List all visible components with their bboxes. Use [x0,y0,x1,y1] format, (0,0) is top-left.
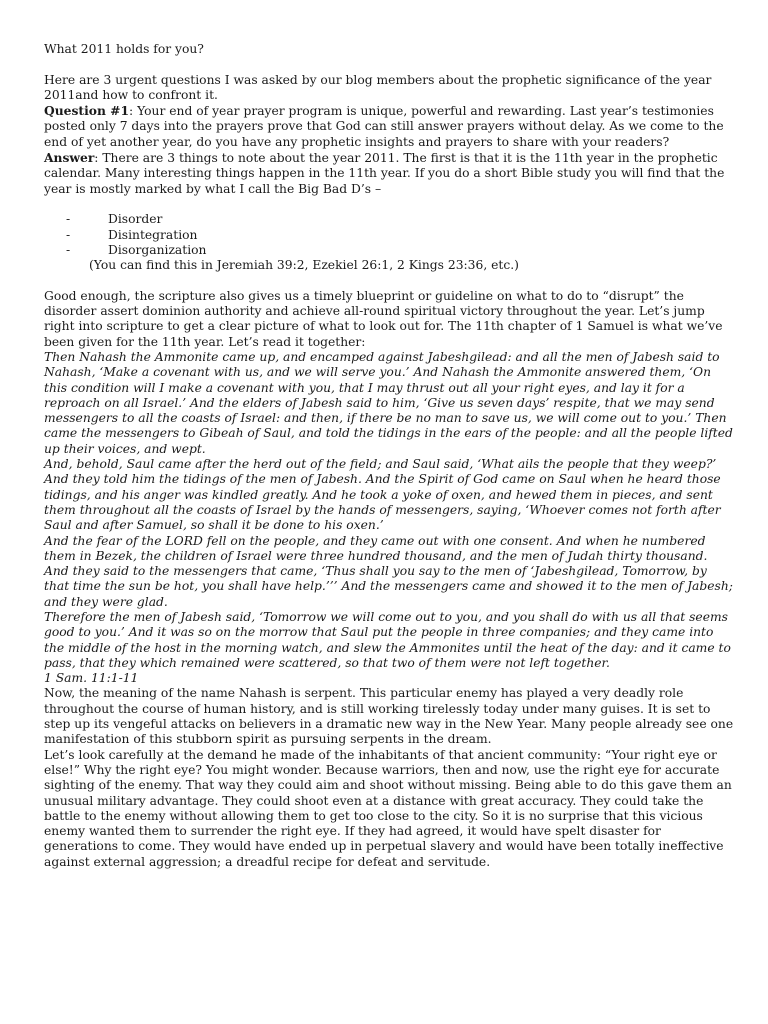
list-dash: - [66,227,71,242]
scripture-reference: 1 Sam. 11:1-11 [44,671,139,686]
answer-text: : There are 3 things to note about the year 2011. The first is that it is the 11th year in the prophetic calendar. Many interesting things happen in the 11th year. If you do a short Bible study you will find that the year is mostly marked by what I call the Big Bad D’s – [44,151,725,196]
document-title: What 2011 holds for you? [44,42,204,56]
spacer [44,197,734,212]
intro-paragraph: Here are 3 urgent questions I was asked by our blog members about the prophetic significance of the year 2011and how to confront it. [44,72,712,102]
question-label: Question #1 [44,103,130,119]
spacer [44,57,734,72]
scripture-paragraph: Therefore the men of Jabesh said, ‘Tomorrow we will come out to you, and you shall do with us all that seems good to you.’ And it was so on the morrow that Saul put the people in three companies; and they came into the middle of the host in the morning watch, and slew the Ammonites until the heat of the day: and it came to pass, that they which remained were scattered, so that two of them were not left together. [44,609,731,670]
document-page [44,42,734,870]
scripture-paragraph: And the fear of the LORD fell on the people, and they came out with one consent. And when he numbered them in Bezek, the children of Israel were three hundred thousand, and the men of Judah thirty thousand. And they said to the messengers that came, ‘Thus shall you say to the men of ‘Jabeshgilead, Tomorrow, by that time the sun be hot, you shall have help.’’’ And the messengers came and showed it to the men of Jabesh; and they were glad. [44,533,733,609]
answer-label: Answer [44,150,95,166]
body-paragraph: Good enough, the scripture also gives us a timely blueprint or guideline on what to do to “disrupt” the disorder assert dominion authority and achieve all-round spiritual victory throughout the year. Let’s jump right into scripture to get a clear picture of what to look out for. The 11th chapter of 1 Samuel is what we’ve been given for the 11th year. Let’s read it together: [44,288,723,349]
list-item-text: Disorganization [108,242,207,257]
list-item-text: Disorder [108,212,163,227]
question-paragraph [44,103,734,150]
reference-note: (You can find this in Jeremiah 39:2, Ezekiel 26:1, 2 Kings 23:36, etc.) [89,258,519,273]
list-item [44,212,734,227]
list-dash: - [66,212,71,227]
answer-paragraph [44,150,734,197]
list-item-text: Disintegration [108,227,198,242]
question-text: : Your end of year prayer program is unique, powerful and rewarding. Last year’s testimonies posted only 7 days into the prayers prove that God can still answer prayers without delay. As we come to the end of yet another year, do you have any prophetic insights and prayers to share with your readers? [44,104,724,149]
scripture-paragraph: Then Nahash the Ammonite came up, and encamped against Jabeshgilead: and all the men of Jabesh said to Nahash, ‘Make a covenant with us, and we will serve you.’ And Nahash the Ammonite answered them, ‘On this condition will I make a covenant with you, that I may thrust out all your right eyes, and lay it for a reproach on all Israel.’ And the elders of Jabesh said to him, ‘Give us seven days’ respite, that we may send messengers to all the coasts of Israel: and then, if there be no man to save us, we will come out to you.’ Then came the messengers to Gibeah of Saul, and told the tidings in the ears of the people: and all the people lifted up their voices, and wept. [44,349,733,456]
big-bad-ds-list [44,212,734,258]
body-paragraph: Now, the meaning of the name Nahash is serpent. This particular enemy has played a very deadly role throughout the course of human history, and is still working tirelessly today under many guises. It is set to step up its vengeful attacks on believers in a dramatic new way in the New Year. Many people already see one manifestation of this stubborn spirit as pursuing serpents in the dream. [44,686,734,747]
scripture-paragraph: And, behold, Saul came after the herd out of the field; and Saul said, ‘What ails the people that they weep?’ And they told him the tidings of the men of Jabesh. And the Spirit of God came on Saul when he heard those tidings, and his anger was kindled greatly. And he took a yoke of oxen, and hewed them in pieces, and sent them throughout all the coasts of Israel by the hands of messengers, saying, ‘Whoever comes not forth after Saul and after Samuel, so shall it be done to his oxen.’ [44,457,721,533]
list-dash: - [66,242,71,257]
body-paragraph: Let’s look carefully at the demand he made of the inhabitants of that ancient community: “Your right eye or else!” Why the right eye? You might wonder. Because warriors, then and now, use the right eye for accurate sighting of the enemy. That way they could aim and shoot without missing. Being able to do this gave them an unusual military advantage. They could shoot even at a distance with great accuracy. They could take the battle to the enemy without allowing them to get too close to the city. So it is no surprise that this vicious enemy wanted them to surrender the right eye. If they had agreed, it would have spelt disaster for generations to come. They would have ended up in perpetual slavery and would have been totally ineffective against external aggression; a dreadful recipe for defeat and servitude. [44,747,732,869]
spacer [44,273,734,288]
list-item [44,243,734,258]
list-item [44,228,734,243]
